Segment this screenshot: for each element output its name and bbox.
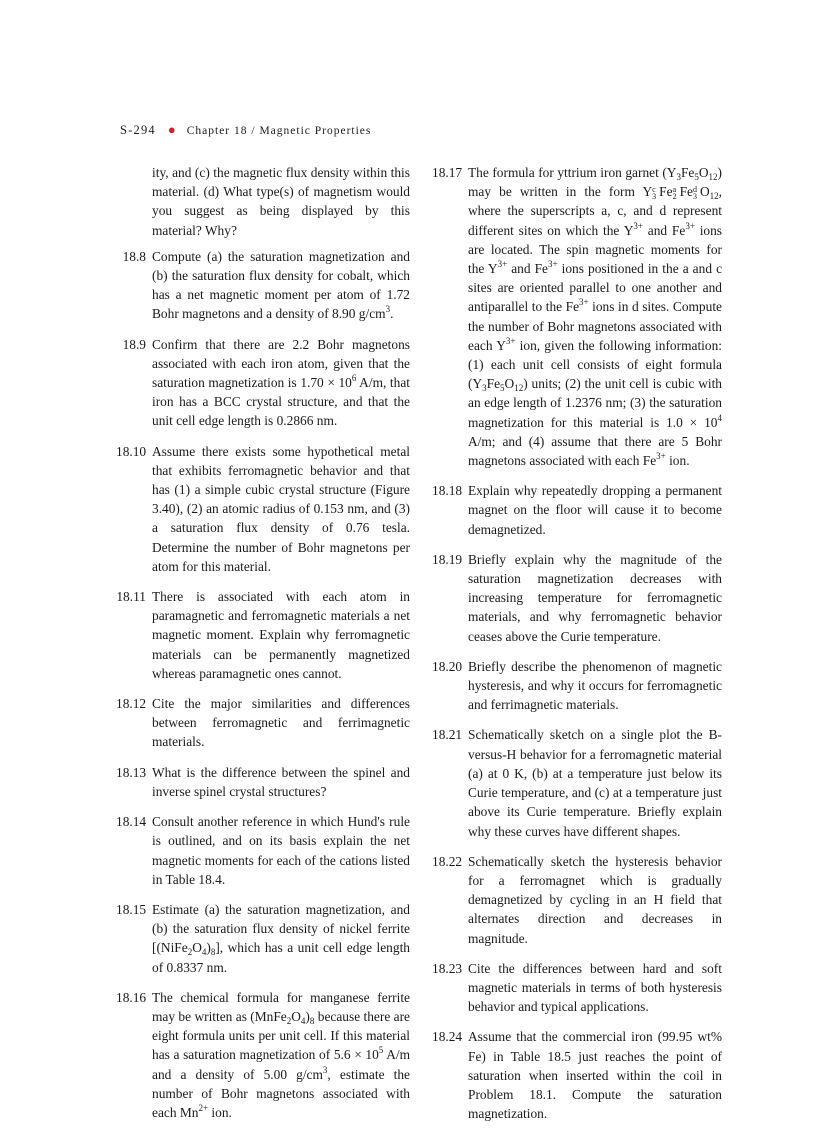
problem-text: Assume there exists some hypothetical metal that exhibits ferromagnetic behavior and that has (1) a simple cubic crystal structure (Figure 3.40), (2) an atomic radius of 0.153 nm, and (3) a saturation flux density of 0.76 tesla. Determine the number of Bohr magnetons per atom for this material. — [152, 443, 410, 574]
problem-number: 18.15 — [116, 901, 147, 917]
problem-18-11 — [116, 587, 410, 683]
problem-number: 18.8 — [122, 248, 146, 264]
left-column — [116, 163, 410, 1133]
problem-text: Compute (a) the saturation magnetization and (b) the saturation flux density for cobalt, which has a net magnetic moment per atom of 1.72 Bohr magnetons and a density of 8.90 $g/cm^3$. — [152, 248, 410, 322]
problem-18-23 — [432, 959, 722, 1017]
problem-18-10 — [116, 442, 410, 576]
problem-text: Explain why repeatedly dropping a permanent magnet on the floor will cause it to become demagnetized. — [468, 483, 722, 537]
problem-number: 18.21 — [432, 727, 463, 743]
problem-number: 18.13 — [116, 764, 147, 780]
problem-text: The formula for yttrium iron garnet $(Y_3Fe_5O_{12})$ may be written in the form Y c 3 Fe a 2 Fe d 3 $O_{12}$, where the superscripts a, c, and d represent different sites on which the $Y^{3+}$ and $Fe^{3+}$ ions are located. The spin magnetic moments for the $Y^{3+}$ and $Fe^{3+}$ ions positioned in the a and c sites are oriented parallel to one another and antiparallel to the $Fe^{3+}$ ions in d sites. Compute the number of Bohr magnetons associated with each $Y^{3+}$ ion, given the following information: (1) each unit cell consists of eight formula $(Y_3Fe_5O_{12})$ units; (2) the unit cell is cubic with an edge length of 1.2376 nm; (3) the saturation magnetization for this material is $1.0 \times 10^4$ A/m; and (4) assume that there are 5 Bohr magnetons associated with each $Fe^{3+}$ ion. — [468, 165, 723, 469]
problem-text: ity, and (c) the magnetic flux density within this material. (d) What type(s) of magnetism would you suggest as being displayed by this material? Why? — [152, 165, 410, 238]
problem-number: 18.11 — [116, 589, 146, 605]
problem-18-21 — [432, 725, 722, 840]
problem-number: 18.18 — [432, 483, 463, 499]
problem-number: 18.22 — [432, 853, 463, 869]
problem-18-14 — [116, 812, 410, 889]
problem-number: 18.17 — [432, 165, 463, 180]
problem-18-9 — [116, 335, 410, 431]
problem-number: 18.16 — [116, 989, 147, 1005]
problem-text: Estimate (a) the saturation magnetization, and (b) the saturation flux density of nickel ferrite $[(NiFe_2O_4)_8]$, which has a unit cell edge length of 0.8337 nm. — [152, 901, 410, 975]
right-column — [432, 163, 722, 1134]
problem-continuation — [116, 163, 410, 240]
bullet-dot-icon: ● — [167, 122, 177, 137]
problem-18-18 — [432, 481, 722, 539]
problem-18-13 — [116, 763, 410, 801]
problem-text: The chemical formula for manganese ferrite may be written as $(MnFe_2O_4)_8$ because there are eight formula units per unit cell. If this material has a saturation magnetization of $5.6 \times 10^5$ A/m and a density of 5.00 $g/cm^3$, estimate the number of Bohr magnetons associated with each $Mn^{2+}$ ion. — [152, 989, 411, 1120]
problem-18-24 — [432, 1027, 722, 1123]
problem-number: 18.9 — [122, 336, 146, 352]
problem-text: There is associated with each atom in paramagnetic and ferromagnetic materials a net magnetic moment. Explain why ferromagnetic materials can be permanently magnetized whereas paramagnetic ones cannot. — [152, 589, 410, 681]
problem-text: Schematically sketch the hysteresis behavior for a ferromagnet which is gradually demagnetized by cycling in an H field that alternates direction and decreases in magnitude. — [468, 853, 722, 946]
problem-18-15 — [116, 900, 410, 977]
chapter-title: Chapter 18 / Magnetic Properties — [186, 125, 372, 137]
problem-number: 18.12 — [116, 696, 147, 712]
problem-18-16 — [116, 988, 410, 1122]
problem-18-22 — [432, 852, 722, 948]
problem-text: Schematically sketch on a single plot the B-versus-H behavior for a ferromagnetic material (a) at 0 K, (b) at a temperature just below its Curie temperature, and (c) at a temperature just above its Curie temperature. Briefly explain why these curves have different shapes. — [468, 727, 722, 839]
problem-text: Confirm that there are 2.2 Bohr magnetons associated with each iron atom, given that the saturation magnetization is $1.70 \times 10^6$ A/m, that iron has a BCC crystal structure, and that the unit cell edge length is 0.2866 nm. — [152, 336, 410, 429]
problem-number: 18.10 — [116, 443, 147, 459]
problem-text: Cite the major similarities and differences between ferromagnetic and ferrimagnetic materials. — [152, 696, 410, 750]
problem-18-17 — [432, 163, 722, 470]
problem-number: 18.19 — [432, 551, 463, 567]
problem-18-8 — [116, 247, 410, 324]
problem-text: Briefly describe the phenomenon of magnetic hysteresis, and why it occurs for ferromagnetic and ferrimagnetic materials. — [468, 658, 722, 713]
problem-text: Assume that the commercial iron (99.95 wt% Fe) in Table 18.5 just reaches the point of saturation when inserted within the coil in Problem 18.1. Compute the saturation magnetization. — [468, 1029, 722, 1122]
problem-text: What is the difference between the spinel and inverse spinel crystal structures? — [152, 764, 410, 799]
problem-number: 18.14 — [116, 814, 147, 830]
problem-text: Consult another reference in which Hund's rule is outlined, and on its basis explain the net magnetic moments for each of the cations listed in Table 18.4. — [152, 814, 410, 887]
problem-18-12 — [116, 694, 410, 752]
problem-text: Briefly explain why the magnitude of the saturation magnetization decreases with increasing temperature for ferromagnetic materials, and why ferromagnetic behavior ceases above the Curie temperature. — [468, 551, 722, 644]
page-header — [120, 122, 371, 138]
problem-number: 18.24 — [432, 1029, 463, 1045]
problem-18-20 — [432, 657, 722, 715]
problem-18-19 — [432, 550, 722, 646]
problem-text: Cite the differences between hard and soft magnetic materials in terms of both hysteresis behavior and typical applications. — [468, 960, 722, 1015]
problem-number: 18.23 — [432, 960, 463, 976]
page-number: S-294 — [120, 123, 156, 137]
problem-number: 18.20 — [432, 658, 463, 674]
